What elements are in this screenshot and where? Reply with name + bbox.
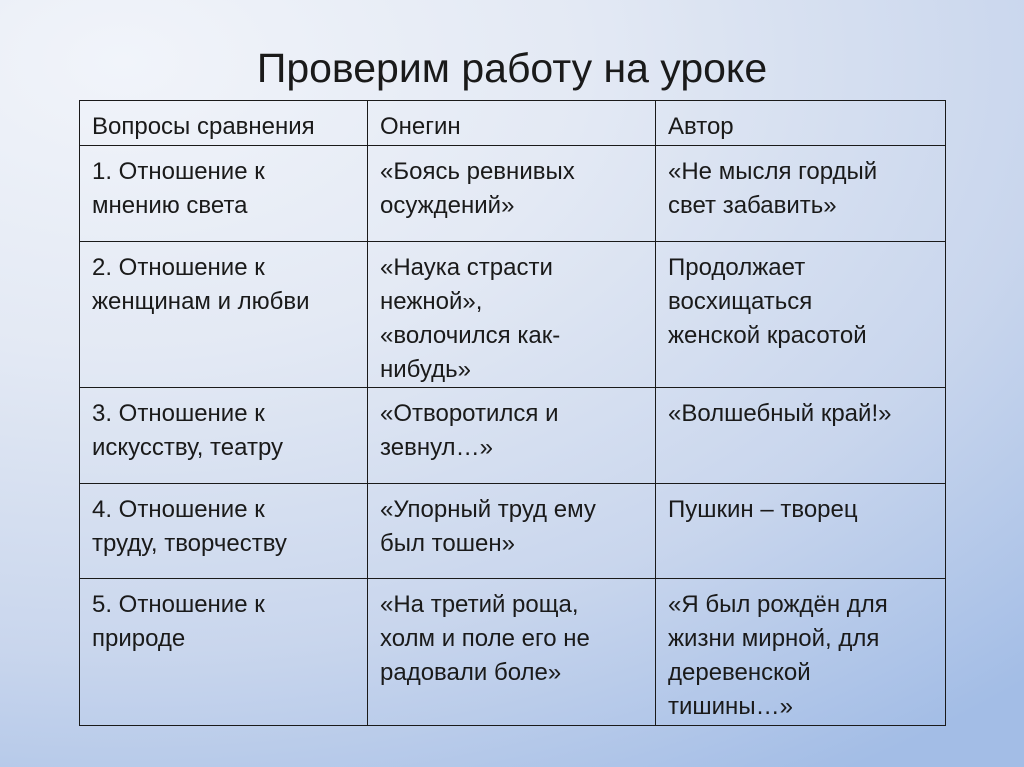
table-row: [80, 388, 946, 484]
row-onegin-cell: «Боясь ревнивых осуждений»: [368, 146, 656, 242]
row-question-cell: 2. Отношение к женщинам и любви: [80, 242, 368, 388]
row-onegin-cell: «Отворотился и зевнул…»: [368, 388, 656, 484]
header-author: Автор: [656, 101, 946, 146]
row-onegin-cell: «Упорный труд ему был тошен»: [368, 484, 656, 579]
row-author-cell: «Я был рождён для жизни мирной, для деревенской тишины…»: [656, 579, 946, 726]
row-question-cell: 1. Отношение к мнению света: [80, 146, 368, 242]
table-row: [80, 242, 946, 388]
row-question-cell: 3. Отношение к искусству, театру: [80, 388, 368, 484]
slide-title: Проверим работу на уроке: [256, 45, 768, 91]
row-onegin-cell: «Наука страсти нежной», «волочился как- нибудь»: [368, 242, 656, 388]
row-author-cell: Продолжает восхищаться женской красотой: [656, 242, 946, 388]
row-question-cell: 5. Отношение к природе: [80, 579, 368, 726]
row-question-cell: 4. Отношение к труду, творчеству: [80, 484, 368, 579]
row-author-cell: «Волшебный край!»: [656, 388, 946, 484]
table-row: [80, 484, 946, 579]
row-author-cell: «Не мысля гордый свет забавить»: [656, 146, 946, 242]
row-author-cell: Пушкин – творец: [656, 484, 946, 579]
header-onegin: Онегин: [368, 101, 656, 146]
header-questions: Вопросы сравнения: [80, 101, 368, 146]
comparison-table: [79, 100, 946, 726]
table-header-row: [80, 101, 946, 146]
row-onegin-cell: «На третий роща, холм и поле его не радовали боле»: [368, 579, 656, 726]
table-row: [80, 579, 946, 726]
table-row: [80, 146, 946, 242]
